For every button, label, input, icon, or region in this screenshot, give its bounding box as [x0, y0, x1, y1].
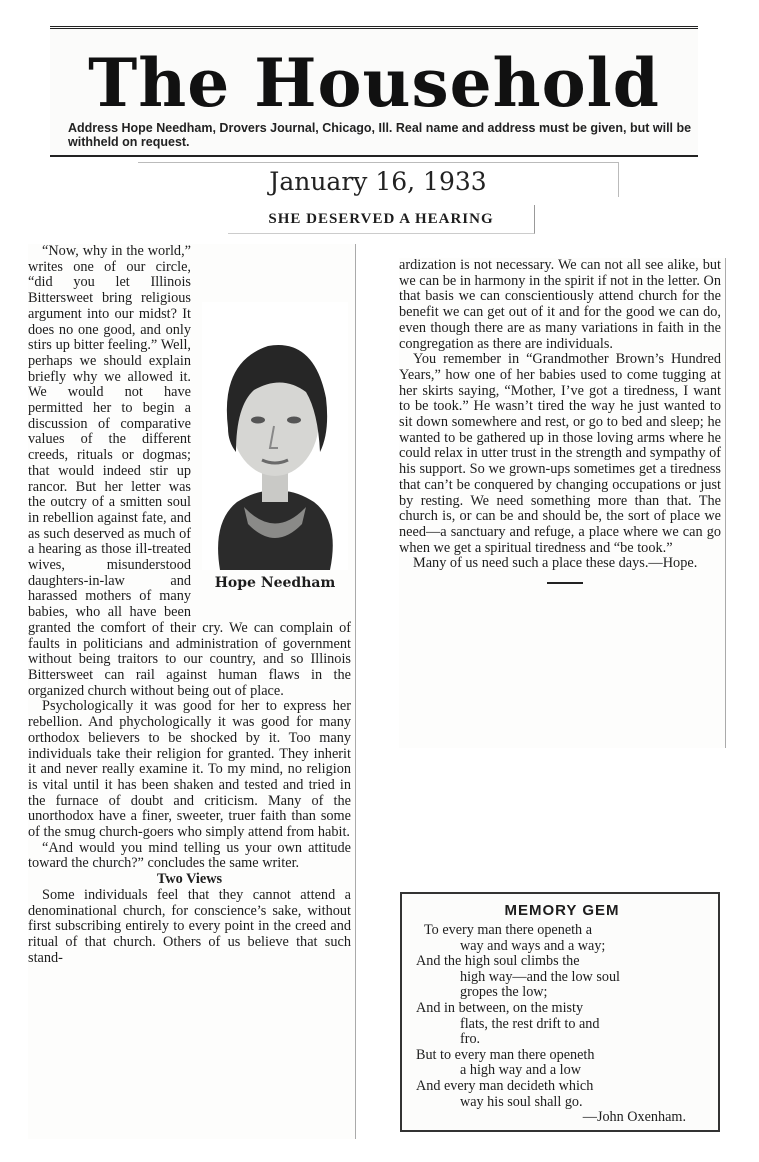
portrait-photo — [202, 302, 348, 570]
paragraph: “Now, why in the world,” writes one of our circle, “did you let Illinois Bittersweet bring religious argument into our midst? It does no one good, and only stirs up bitter feeling.” Well, perhaps we should explain briefly why we allowed it. We would not have permitted her to begin a discussion of comparative values of the different creeds, rituals or dogmas; that would indeed stir up rancor. But her letter was the outcry of a smitten soul in rebellion against fate, and as such deserved as much of a hearing as those ill-treated wives, misunderstood daughters-in-law and harassed mothers of many babies, who all have been granted the comfort of their cry. We can complain of faults in politicians and administration of government without being traitors to our country, and so Illinois Bittersweet can rail against human flaws in the organized church without being out of place. — [28, 243, 351, 699]
paragraph: Many of us need such a place these days.—Hope. — [413, 555, 698, 572]
portrait — [199, 302, 351, 602]
poem-line: To every man there openeth a — [424, 922, 592, 938]
end-rule — [547, 582, 583, 584]
issue-date: January 16, 1933 — [269, 167, 487, 196]
masthead — [50, 26, 698, 157]
portrait-caption: Hope Needham — [214, 575, 336, 591]
poem-author: —John Oxenham. — [582, 1109, 686, 1126]
subhead-two-views: Two Views — [156, 871, 223, 888]
poem-line: fro. — [460, 1031, 481, 1048]
memory-gem-box — [400, 892, 720, 1132]
poem-line: And the high soul climbs the — [416, 953, 580, 970]
poem-line: high way—and the low soul — [460, 968, 620, 985]
paragraph: ardization is not necessary. We can not all see alike, but we can be in harmony in the spirit if not in the letter. On that basis we can conscientiously attend church for the benefit we can get out of it and for the good we can do, even though there are as many variations in faith in the congregation as there are individuals. — [399, 257, 721, 352]
dateline — [138, 162, 619, 197]
poem-line: way and ways and a way; — [460, 937, 606, 954]
right-column — [399, 258, 726, 748]
poem-line: And in between, on the misty — [416, 999, 584, 1016]
left-column — [28, 244, 356, 1139]
poem-line: flats, the rest drift to and — [460, 1015, 600, 1032]
poem-line: But to every man there openeth — [416, 1046, 595, 1063]
paragraph: Psychologically it was good for her to express her rebellion. And phychologically it was good for many orthodox believers to be shocked by it. Too many individuals take their religion for granted. They inherit it and never really examine it. To my mind, no religion is vital until it has been shaken and tested and tried in the furnace of doubt and criticism. Many of the unorthodox have a finer, sweeter, truer faith than some of the smug church-goers who simply attend from habit. — [28, 698, 351, 841]
paragraph: Some individuals feel that they cannot attend a denominational church, for conscience’s sake, without first subscribing entirely to every point in the creed and ritual of that church. Others of us believe that such stand- — [28, 886, 351, 966]
poem-line: way his soul shall go. — [460, 1093, 583, 1110]
poem-line: And every man decideth which — [416, 1077, 594, 1094]
paragraph: You remember in “Grandmother Brown’s Hundred Years,” how one of her babies used to come tugging at her skirts saying, “Mother, I’ve got a tiredness, I want to be took.” He wasn’t tired the way he just wanted to sit down somewhere and rest, or go to bed and sleep; he wanted to be gathered up in those loving arms where he could relax in utter trust in the strength and sympathy of his support. So we grown-ups sometimes get a tiredness that can’t be conquered by changing occupations or just by resting. We need something more than that. The church is, or can be and should be, the sort of place we need—a sanctuary and refuge, a place where we can go when we get a spiritual tiredness and “be took.” — [399, 351, 721, 556]
paragraph: “And would you mind telling us your own attitude toward the church?” concludes the same writer. — [28, 839, 351, 872]
masthead-title: The Household — [88, 44, 660, 122]
memory-gem-title: MEMORY GEM — [504, 902, 620, 919]
article-headline: SHE DESERVED A HEARING — [228, 205, 535, 234]
poem-line: a high way and a low — [460, 1062, 581, 1079]
masthead-address: Address Hope Needham, Drovers Journal, Chicago, Ill. Real name and address must be given, but will be withheld on request. — [68, 121, 692, 149]
poem-line: gropes the low; — [460, 984, 548, 1001]
